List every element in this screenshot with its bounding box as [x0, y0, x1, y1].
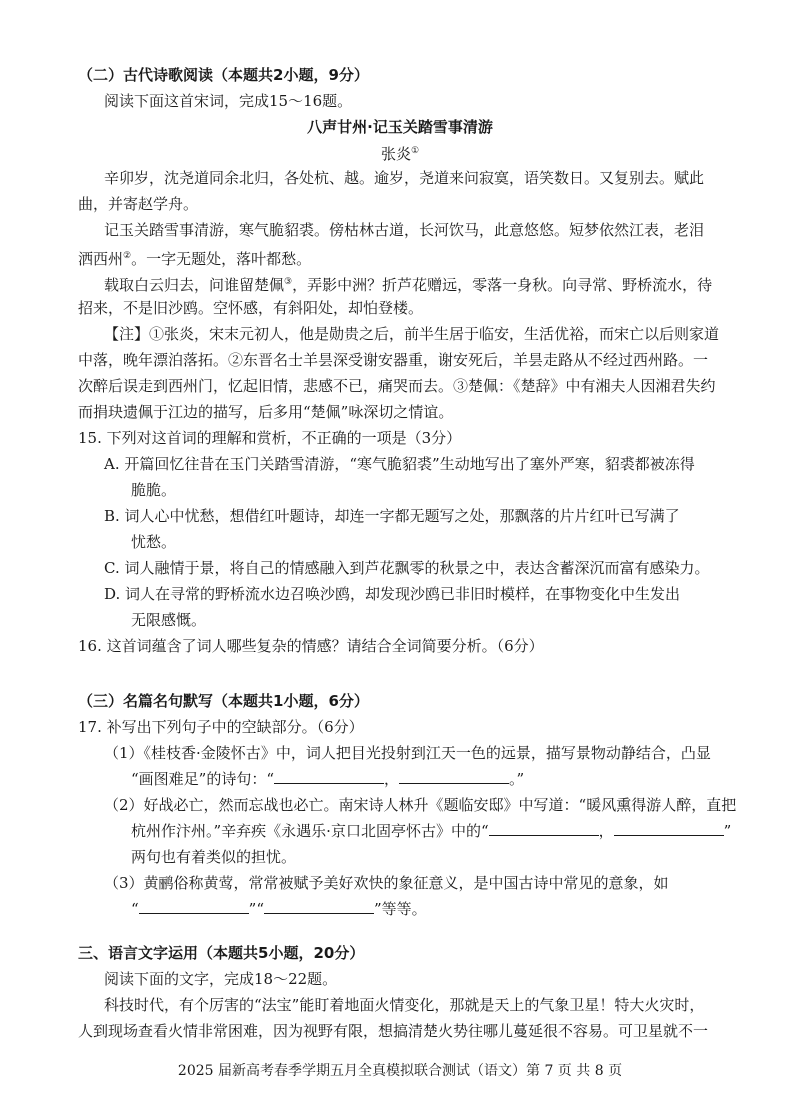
- footnote-marker: ②: [123, 251, 132, 261]
- question-15-option-c: C. 词人融情于景，将自己的情感融入到芦花飘零的秋景之中，表达含蓄深沉而富有感染力。: [104, 559, 710, 577]
- footnote-marker: ①: [410, 146, 420, 156]
- question-15-option-d: D. 词人在寻常的野桥流水边召唤沙鸥，却发现沙鸥已非旧时模样，在事物变化中生发出: [104, 585, 681, 603]
- question-15-option-d-cont: 无限感慨。: [131, 611, 207, 629]
- page-footer: 2025 届新高考春季学期五月全真模拟联合测试（语文）第 7 页 共 8 页: [177, 1063, 623, 1079]
- answer-blank[interactable]: [399, 769, 509, 784]
- poem-stanza-1-cont: 洒西州②。一字无题处，落叶都愁。: [78, 250, 312, 268]
- instruction-poetry: 阅读下面这首宋词，完成15～16题。: [104, 92, 353, 110]
- answer-blank[interactable]: [264, 899, 374, 914]
- footnote-marker: ③: [284, 277, 293, 287]
- answer-blank[interactable]: [139, 899, 249, 914]
- section-heading-language: 三、语言文字运用（本题共5小题，20分）: [78, 944, 365, 962]
- poem-notes-cont: 中落，晚年漂泊落拓。②东晋名士羊昙深受谢安器重，谢安死后，羊昙走路从不经过西州路。一: [78, 351, 709, 369]
- question-15-option-b: B. 词人心中忧愁，想借红叶题诗，却连一字都无题写之处，那飘落的片片红叶已写满了: [104, 507, 680, 525]
- question-15-option-a-cont: 脆脆。: [131, 481, 177, 499]
- poem-title: 八声甘州·记玉关踏雪事清游: [307, 118, 493, 136]
- poem-notes-cont: 次醉后误走到西州门，忆起旧情，悲感不已，痛哭而去。③楚佩：《楚辞》中有湘夫人因湘君失约: [78, 377, 716, 395]
- answer-blank[interactable]: [274, 769, 384, 784]
- question-15-option-b-cont: 忧愁。: [131, 533, 177, 551]
- section-heading-recitation: （三）名篇名句默写（本题共1小题，6分）: [78, 692, 369, 710]
- poem-stanza-2-cont: 招来，不是旧沙鸥。空怀感，有斜阳处，却怕登楼。: [78, 299, 424, 317]
- poem-notes: 【注】①张炎，宋末元初人，他是勋贵之后，前半生居于临安，生活优裕，而宋亡以后则家道: [104, 325, 720, 343]
- question-17-part-3-cont: “ ”“ ”等等。: [131, 900, 427, 918]
- passage-paragraph: 科技时代，有个厉害的“法宝”能盯着地面火情变化，那就是天上的气象卫星！特大火灾时，: [104, 996, 705, 1014]
- passage-paragraph-cont: 人到现场查看火情非常困难，因为视野有限，想搞清楚火势往哪儿蔓延很不容易。可卫星就不一: [78, 1022, 709, 1040]
- answer-blank[interactable]: [489, 821, 599, 836]
- question-17-part-2-cont: 杭州作汴州。”辛弃疾《永遇乐·京口北固亭怀古》中的“ ， ”: [131, 822, 732, 840]
- question-15-option-a: A. 开篇回忆往昔在玉门关踏雪清游，“寒气脆貂裘”生动地写出了塞外严寒，貂裘都被冻得: [104, 455, 695, 473]
- poem-stanza-2: 载取白云归去，问谁留楚佩③，弄影中洲？折芦花赠远，零落一身秋。向寻常、野桥流水，待: [104, 276, 713, 294]
- question-16-stem: 16. 这首词蕴含了词人哪些复杂的情感？请结合全词简要分析。（6分）: [78, 637, 544, 655]
- question-17-part-3: （3）黄鹂俗称黄莺，常常被赋予美好欢快的象征意义，是中国古诗中常见的意象，如: [104, 874, 669, 892]
- section-heading-poetry: （二）古代诗歌阅读（本题共2小题，9分）: [78, 66, 369, 84]
- question-17-part-1-cont: “画图难足”的诗句：“ ， 。”: [131, 770, 525, 788]
- question-15-stem: 15. 下列对这首词的理解和赏析，不正确的一项是（3分）: [78, 429, 462, 447]
- question-17-part-2-cont: 两句也有着类似的担忧。: [131, 848, 297, 866]
- question-17-part-2: （2）好战必亡，然而忘战也必亡。南宋诗人林升《题临安邸》中写道：“暖风熏得游人醉，直把: [104, 796, 737, 814]
- poem-notes-cont: 而捐玦遗佩于江边的描写，后多用“楚佩”咏深切之情谊。: [78, 403, 454, 421]
- poem-author: 张炎①: [380, 145, 420, 163]
- poem-preface: 辛卯岁，沈尧道同余北归，各处杭、越。逾岁，尧道来问寂寞，语笑数日。又复别去。赋此: [104, 169, 705, 187]
- question-17-part-1: （1）《桂枝香·金陵怀古》中，词人把目光投射到江天一色的远景，描写景物动静结合，凸显: [104, 744, 711, 762]
- answer-blank[interactable]: [614, 821, 724, 836]
- poem-preface-cont: 曲，并寄赵学舟。: [78, 195, 199, 213]
- question-17-stem: 17. 补写出下列句子中的空缺部分。（6分）: [78, 718, 364, 736]
- instruction-language: 阅读下面的文字，完成18～22题。: [104, 970, 338, 988]
- poem-stanza-1: 记玉关踏雪事清游，寒气脆貂裘。傍枯林古道，长河饮马，此意悠悠。短梦依然江表，老泪: [104, 221, 705, 239]
